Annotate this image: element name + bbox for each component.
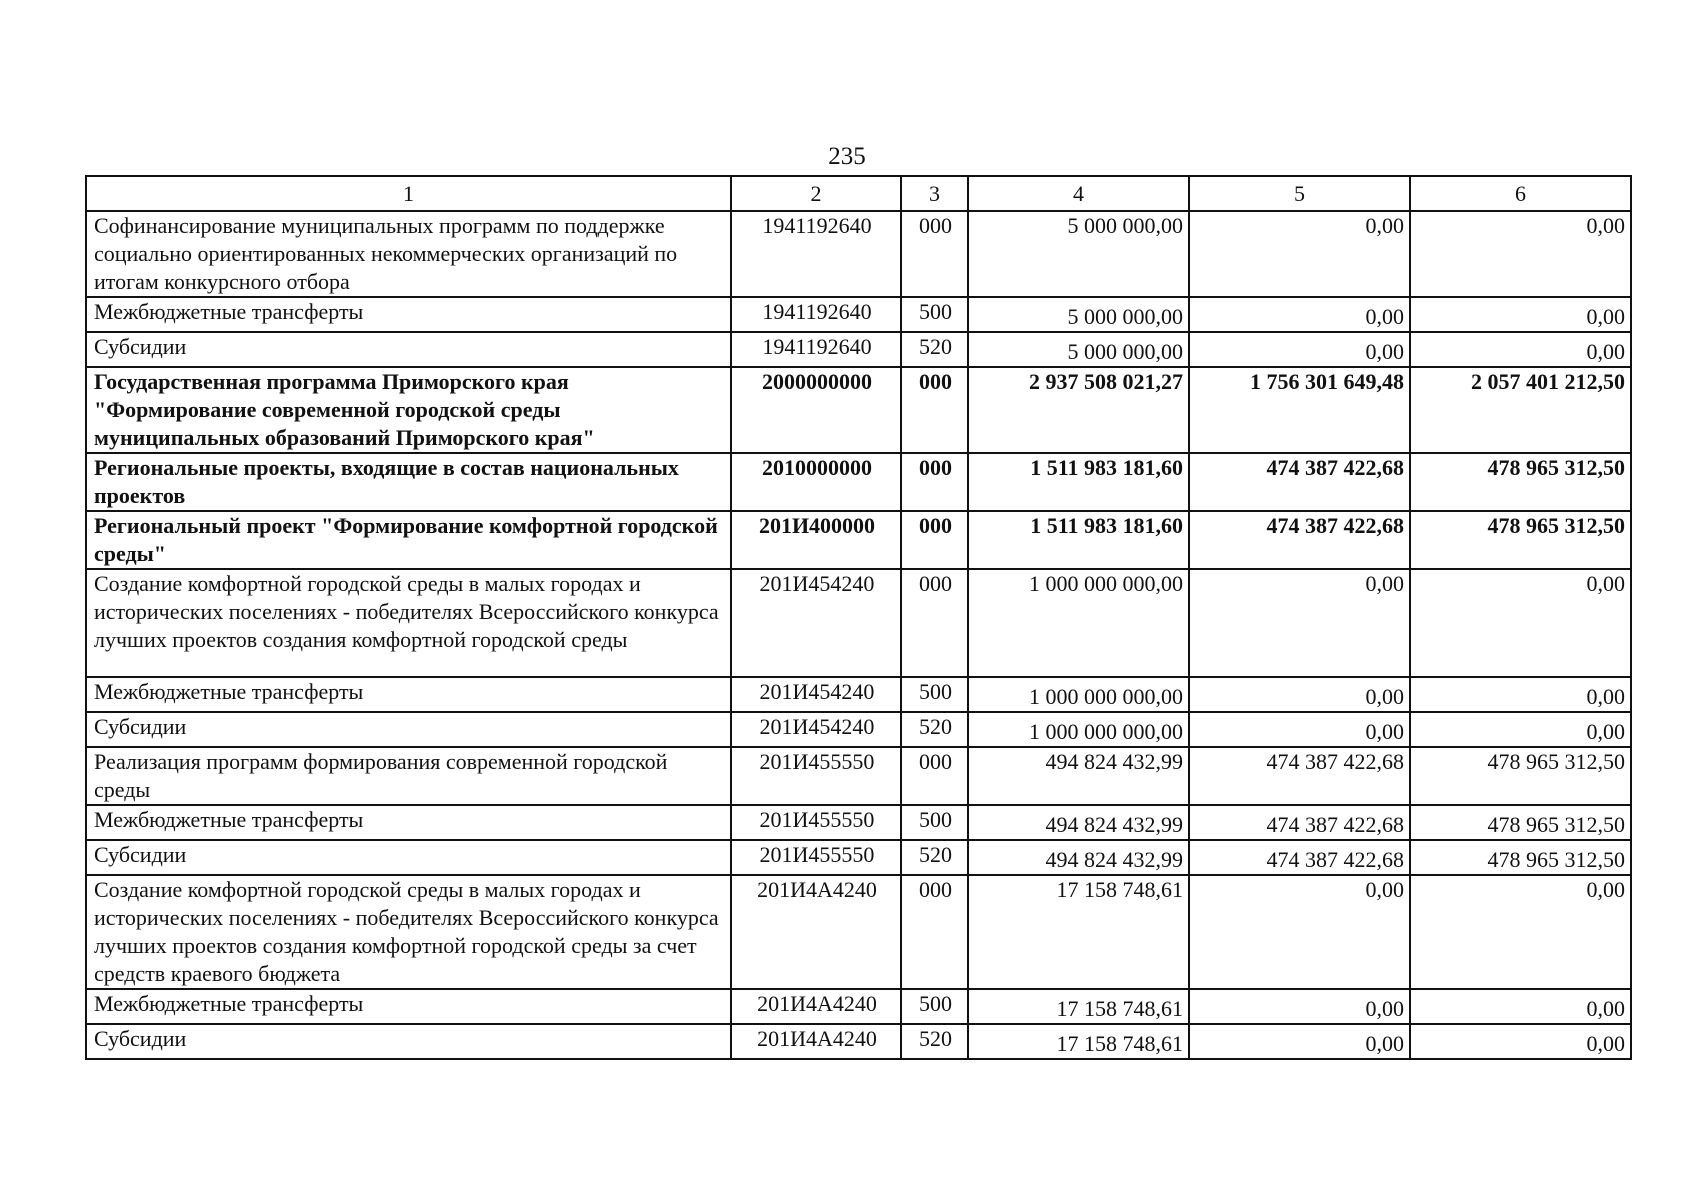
row-amount-5-cell: 474 387 422,68 bbox=[1189, 453, 1410, 511]
table-row bbox=[86, 332, 1631, 367]
row-amount-6-cell: 2 057 401 212,50 bbox=[1410, 367, 1631, 453]
table-row bbox=[86, 805, 1631, 840]
row-name-cell: Межбюджетные трансферты bbox=[86, 805, 731, 840]
row-code-cell: 201И454240 bbox=[731, 712, 901, 747]
row-amount-6-cell: 0,00 bbox=[1410, 211, 1631, 297]
page-number: 235 bbox=[828, 143, 866, 170]
row-amount-6-cell: 478 965 312,50 bbox=[1410, 805, 1631, 840]
table-row bbox=[86, 511, 1631, 569]
row-amount-4-cell: 5 000 000,00 bbox=[968, 211, 1189, 297]
row-amount-5-cell: 0,00 bbox=[1189, 211, 1410, 297]
row-amount-5-cell: 0,00 bbox=[1189, 712, 1410, 747]
row-amount-6-cell: 0,00 bbox=[1410, 677, 1631, 712]
row-amount-6-cell: 0,00 bbox=[1410, 297, 1631, 332]
row-name-cell: Субсидии bbox=[86, 712, 731, 747]
row-amount-6-cell: 0,00 bbox=[1410, 875, 1631, 989]
table-row bbox=[86, 569, 1631, 677]
table-row bbox=[86, 1024, 1631, 1059]
row-code-cell: 201И454240 bbox=[731, 677, 901, 712]
row-code-cell: 201И455550 bbox=[731, 747, 901, 805]
row-name-cell: Региональный проект "Формирование комфортной городской среды" bbox=[86, 511, 731, 569]
row-amount-5-cell: 0,00 bbox=[1189, 677, 1410, 712]
column-header-6: 6 bbox=[1410, 176, 1631, 211]
row-name-cell: Создание комфортной городской среды в малых городах и исторических поселениях - победителях Всероссийского конкурса лучших проектов создания комфортной городской среды bbox=[86, 569, 731, 677]
table-row bbox=[86, 367, 1631, 453]
row-name-cell: Межбюджетные трансферты bbox=[86, 989, 731, 1024]
budget-table bbox=[85, 175, 1632, 1060]
row-amount-4-cell: 1 511 983 181,60 bbox=[968, 511, 1189, 569]
column-number-row bbox=[86, 176, 1631, 211]
row-name-cell: Софинансирование муниципальных программ по поддержке социально ориентированных некоммерческих организаций по итогам конкурсного отбора bbox=[86, 211, 731, 297]
row-type-cell: 000 bbox=[901, 453, 968, 511]
row-amount-6-cell: 0,00 bbox=[1410, 332, 1631, 367]
row-amount-4-cell: 5 000 000,00 bbox=[968, 297, 1189, 332]
table-row bbox=[86, 677, 1631, 712]
table-row bbox=[86, 453, 1631, 511]
row-amount-4-cell: 1 000 000 000,00 bbox=[968, 569, 1189, 677]
row-amount-5-cell: 0,00 bbox=[1189, 569, 1410, 677]
row-code-cell: 201И4А4240 bbox=[731, 875, 901, 989]
row-name-cell: Государственная программа Приморского края "Формирование современной городской среды муниципальных образований Приморского края" bbox=[86, 367, 731, 453]
row-amount-5-cell: 0,00 bbox=[1189, 875, 1410, 989]
row-amount-5-cell: 474 387 422,68 bbox=[1189, 805, 1410, 840]
column-header-2: 2 bbox=[731, 176, 901, 211]
row-type-cell: 000 bbox=[901, 875, 968, 989]
row-amount-5-cell: 1 756 301 649,48 bbox=[1189, 367, 1410, 453]
row-type-cell: 500 bbox=[901, 677, 968, 712]
row-amount-6-cell: 0,00 bbox=[1410, 1024, 1631, 1059]
row-name-cell: Межбюджетные трансферты bbox=[86, 677, 731, 712]
row-type-cell: 520 bbox=[901, 1024, 968, 1059]
column-header-1: 1 bbox=[86, 176, 731, 211]
row-code-cell: 2000000000 bbox=[731, 367, 901, 453]
table-body bbox=[86, 176, 1631, 1059]
row-amount-6-cell: 478 965 312,50 bbox=[1410, 453, 1631, 511]
row-code-cell: 201И400000 bbox=[731, 511, 901, 569]
row-type-cell: 520 bbox=[901, 332, 968, 367]
row-amount-5-cell: 0,00 bbox=[1189, 989, 1410, 1024]
row-type-cell: 500 bbox=[901, 805, 968, 840]
row-name-cell: Субсидии bbox=[86, 332, 731, 367]
row-amount-4-cell: 17 158 748,61 bbox=[968, 1024, 1189, 1059]
row-name-cell: Субсидии bbox=[86, 840, 731, 875]
row-name-cell: Межбюджетные трансферты bbox=[86, 297, 731, 332]
row-type-cell: 000 bbox=[901, 367, 968, 453]
row-type-cell: 520 bbox=[901, 840, 968, 875]
table-row bbox=[86, 297, 1631, 332]
table-row bbox=[86, 211, 1631, 297]
row-code-cell: 201И4А4240 bbox=[731, 1024, 901, 1059]
row-amount-6-cell: 0,00 bbox=[1410, 989, 1631, 1024]
row-amount-4-cell: 1 000 000 000,00 bbox=[968, 712, 1189, 747]
row-code-cell: 201И4А4240 bbox=[731, 989, 901, 1024]
row-amount-5-cell: 0,00 bbox=[1189, 332, 1410, 367]
row-type-cell: 500 bbox=[901, 989, 968, 1024]
row-amount-6-cell: 0,00 bbox=[1410, 712, 1631, 747]
row-code-cell: 1941192640 bbox=[731, 332, 901, 367]
row-amount-4-cell: 1 000 000 000,00 bbox=[968, 677, 1189, 712]
row-amount-6-cell: 0,00 bbox=[1410, 569, 1631, 677]
row-amount-5-cell: 474 387 422,68 bbox=[1189, 511, 1410, 569]
row-type-cell: 500 bbox=[901, 297, 968, 332]
column-header-5: 5 bbox=[1189, 176, 1410, 211]
row-amount-6-cell: 478 965 312,50 bbox=[1410, 840, 1631, 875]
row-type-cell: 000 bbox=[901, 747, 968, 805]
row-code-cell: 1941192640 bbox=[731, 297, 901, 332]
row-amount-5-cell: 474 387 422,68 bbox=[1189, 840, 1410, 875]
row-type-cell: 520 bbox=[901, 712, 968, 747]
row-type-cell: 000 bbox=[901, 511, 968, 569]
row-name-cell: Реализация программ формирования современной городской среды bbox=[86, 747, 731, 805]
row-name-cell: Региональные проекты, входящие в состав национальных проектов bbox=[86, 453, 731, 511]
row-amount-4-cell: 1 511 983 181,60 bbox=[968, 453, 1189, 511]
row-amount-4-cell: 17 158 748,61 bbox=[968, 875, 1189, 989]
row-name-cell: Создание комфортной городской среды в малых городах и исторических поселениях - победителях Всероссийского конкурса лучших проектов создания комфортной городской среды за счет средств краевого бюджета bbox=[86, 875, 731, 989]
table-row bbox=[86, 712, 1631, 747]
row-amount-4-cell: 17 158 748,61 bbox=[968, 989, 1189, 1024]
row-amount-4-cell: 494 824 432,99 bbox=[968, 840, 1189, 875]
row-type-cell: 000 bbox=[901, 211, 968, 297]
row-amount-4-cell: 5 000 000,00 bbox=[968, 332, 1189, 367]
column-header-4: 4 bbox=[968, 176, 1189, 211]
row-amount-5-cell: 0,00 bbox=[1189, 1024, 1410, 1059]
row-code-cell: 1941192640 bbox=[731, 211, 901, 297]
row-amount-4-cell: 494 824 432,99 bbox=[968, 747, 1189, 805]
row-amount-4-cell: 2 937 508 021,27 bbox=[968, 367, 1189, 453]
row-type-cell: 000 bbox=[901, 569, 968, 677]
row-amount-4-cell: 494 824 432,99 bbox=[968, 805, 1189, 840]
row-code-cell: 2010000000 bbox=[731, 453, 901, 511]
row-amount-5-cell: 0,00 bbox=[1189, 297, 1410, 332]
row-name-cell: Субсидии bbox=[86, 1024, 731, 1059]
row-amount-5-cell: 474 387 422,68 bbox=[1189, 747, 1410, 805]
table-row bbox=[86, 747, 1631, 805]
row-code-cell: 201И455550 bbox=[731, 840, 901, 875]
column-header-3: 3 bbox=[901, 176, 968, 211]
row-code-cell: 201И455550 bbox=[731, 805, 901, 840]
table-row bbox=[86, 875, 1631, 989]
row-code-cell: 201И454240 bbox=[731, 569, 901, 677]
table-row bbox=[86, 840, 1631, 875]
row-amount-6-cell: 478 965 312,50 bbox=[1410, 511, 1631, 569]
row-amount-6-cell: 478 965 312,50 bbox=[1410, 747, 1631, 805]
table-row bbox=[86, 989, 1631, 1024]
